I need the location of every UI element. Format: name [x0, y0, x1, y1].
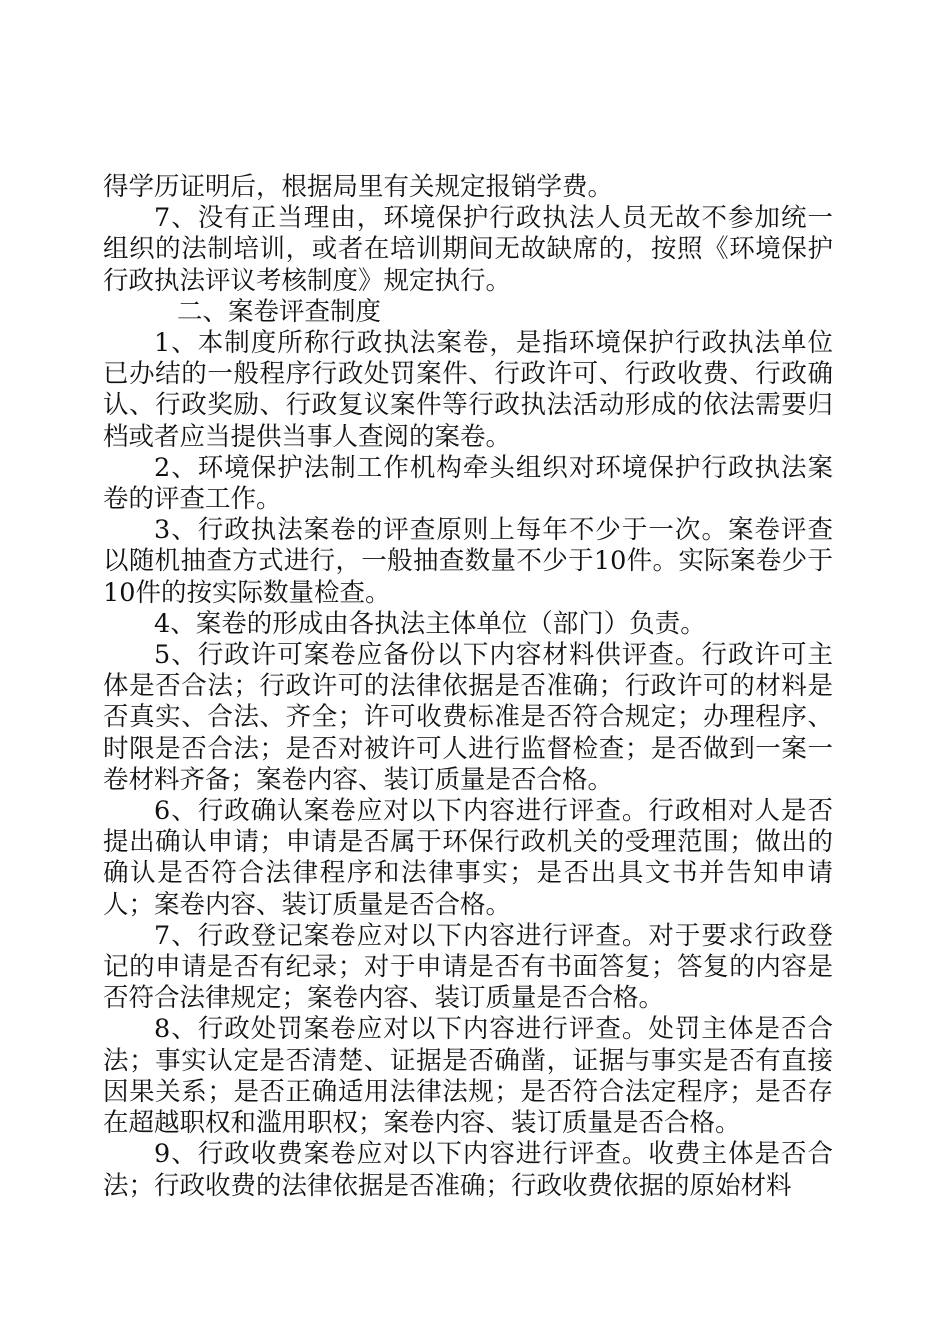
paragraph-item-5: 5、行政许可案卷应备份以下内容材料供评查。行政许可主体是否合法；行政许可的法律依据是否准确；行政许可的材料是否真实、合法、齐全；许可收费标准是否符合规定；办理程序、时限是否合法；是否对被许可人进行监督检查；是否做到一案一卷材料齐备；案卷内容、装订质量是否合格。 — [103, 640, 833, 795]
paragraph-item-2: 2、环境保护法制工作机构牵头组织对环境保护行政执法案卷的评查工作。 — [103, 452, 833, 515]
paragraph-item-3: 3、行政执法案卷的评查原则上每年不少于一次。案卷评查以随机抽查方式进行，一般抽查数量不少于10件。实际案卷少于10件的按实际数量检查。 — [103, 515, 833, 608]
paragraph-item-6: 6、行政确认案卷应对以下内容进行评查。行政相对人是否提出确认申请；申请是否属于环保行政机关的受理范围；做出的确认是否符合法律程序和法律事实；是否出具文书并告知申请人；案卷内容、装订质量是否合格。 — [103, 796, 833, 920]
document-body — [103, 172, 833, 1202]
paragraph-item-7-training: 7、没有正当理由，环境保护行政执法人员无故不参加统一组织的法制培训，或者在培训期间无故缺席的，按照《环境保护行政执法评议考核制度》规定执行。 — [103, 203, 833, 296]
paragraph-item-4: 4、案卷的形成由各执法主体单位（部门）负责。 — [154, 608, 706, 639]
section-heading-case-review: 二、案卷评查制度 — [176, 296, 381, 327]
paragraph-item-1: 1、本制度所称行政执法案卷，是指环境保护行政执法单位已办结的一般程序行政处罚案件、行政许可、行政收费、行政确认、行政奖励、行政复议案件等行政执法活动形成的依法需要归档或者应当提供当事人查阅的案卷。 — [103, 328, 833, 452]
paragraph-item-7: 7、行政登记案卷应对以下内容进行评查。对于要求行政登记的申请是否有纪录；对于申请是否有书面答复；答复的内容是否符合法律规定；案卷内容、装订质量是否合格。 — [103, 920, 833, 1014]
paragraph-continuation: 得学历证明后，根据局里有关规定报销学费。 — [103, 172, 614, 202]
paragraph-item-8: 8、行政处罚案卷应对以下内容进行评查。处罚主体是否合法；事实认定是否清楚、证据是否确凿，证据与事实是否有直接因果关系；是否正确适用法律法规；是否符合法定程序；是否存在超越职权和滥用职权；案卷内容、装订质量是否合格。 — [103, 1014, 833, 1139]
paragraph-item-9: 9、行政收费案卷应对以下内容进行评查。收费主体是否合法；行政收费的法律依据是否准确；行政收费依据的原始材料 — [103, 1139, 833, 1201]
